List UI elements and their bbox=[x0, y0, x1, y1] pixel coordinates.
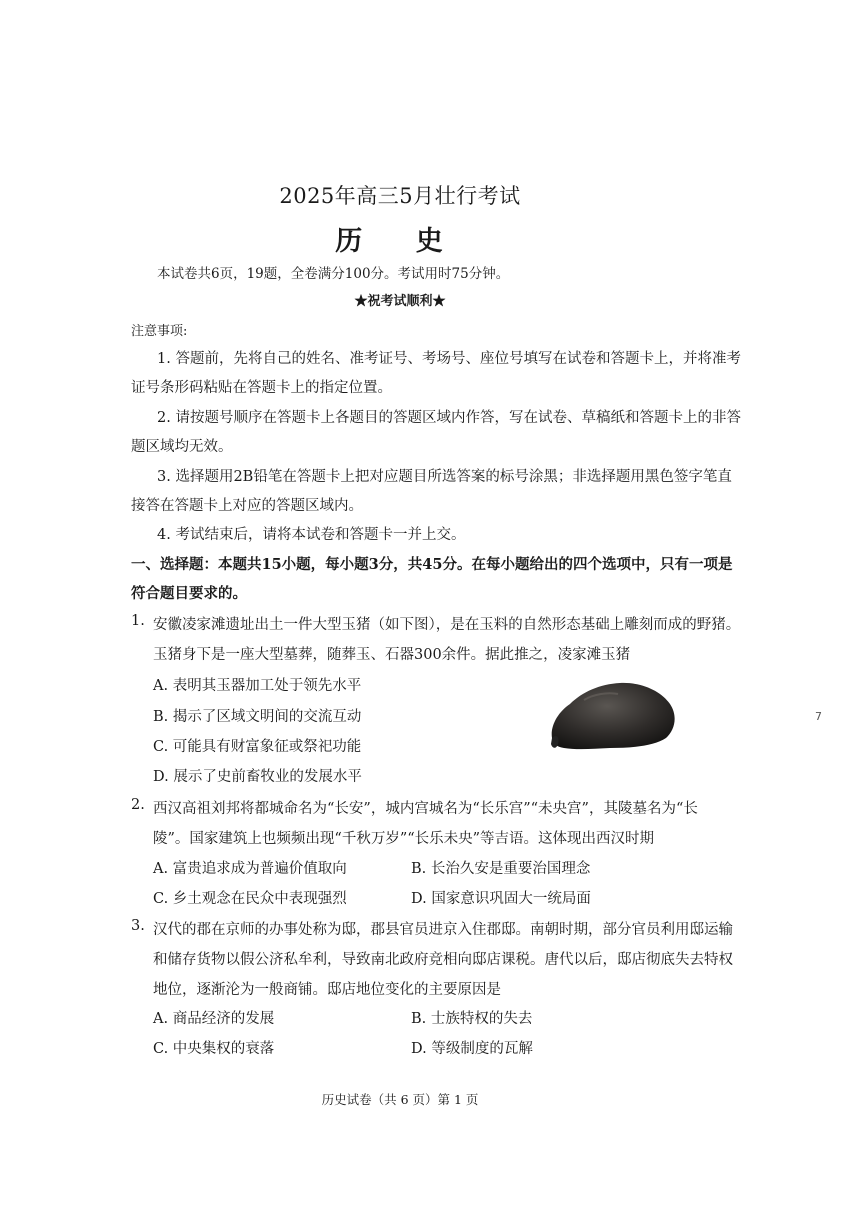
note-line-5: 3. 选择题用2B铅笔在答题卡上把对应题目所选答案的标号涂黑；非选择题用黑色签字笔直 bbox=[157, 469, 732, 485]
q3-stem-1: 汉代的郡在京师的办事处称为邸，郡县官员进京入住郡邸。南朝时期，部分官员利用邸运输 bbox=[153, 922, 733, 938]
note-line-6: 接答在答题卡上对应的答题区域内。 bbox=[131, 498, 363, 514]
note-line-2: 证号条形码粘贴在答题卡上的指定位置。 bbox=[131, 380, 392, 396]
q2-option-d: D. 国家意识巩固大一统局面 bbox=[411, 891, 591, 907]
note-line-4: 题区域均无效。 bbox=[131, 439, 233, 455]
exam-intro: 本试卷共6页，19题，全卷满分100分。考试用时75分钟。 bbox=[157, 266, 510, 282]
exam-title: 2025年高三5月壮行考试 bbox=[279, 184, 521, 208]
q2-stem-2: 陵”。国家建筑上也频频出现“千秋万岁”“长乐未央”等吉语。这体现出西汉时期 bbox=[153, 831, 655, 847]
notes-heading: 注意事项: bbox=[131, 324, 188, 339]
q1-option-a: A. 表明其玉器加工处于领先水平 bbox=[153, 678, 362, 694]
q1-number: 1. bbox=[131, 613, 145, 629]
q1-stem-1: 安徽凌家滩遗址出土一件大型玉猪（如下图），是在玉料的自然形态基础上雕刻而成的野猪。 bbox=[153, 617, 741, 633]
jade-pig-image bbox=[548, 678, 678, 754]
q2-option-b: B. 长治久安是重要治国理念 bbox=[411, 861, 591, 877]
margin-mark: 7 bbox=[815, 710, 822, 723]
q1-option-c: C. 可能具有财富象征或祭祀功能 bbox=[153, 739, 362, 755]
q3-option-b: B. 士族特权的失去 bbox=[411, 1011, 533, 1027]
q3-option-c: C. 中央集权的衰落 bbox=[153, 1041, 275, 1057]
q3-stem-3: 地位，逐渐沦为一般商铺。邸店地位变化的主要原因是 bbox=[153, 982, 501, 998]
q1-option-b: B. 揭示了区域文明间的交流互动 bbox=[153, 709, 362, 725]
good-luck-line: ★祝考试顺利★ bbox=[354, 294, 446, 309]
q2-option-c: C. 乡土观念在民众中表现强烈 bbox=[153, 891, 347, 907]
note-line-7: 4. 考试结束后，请将本试卷和答题卡一并上交。 bbox=[157, 527, 466, 543]
page-footer: 历史试卷（共 6 页）第 1 页 bbox=[321, 1092, 479, 1107]
q1-stem-2: 玉猪身下是一座大型墓葬，随葬玉、石器300余件。据此推之，凌家滩玉猪 bbox=[153, 647, 631, 663]
q3-stem-2: 和储存货物以假公济私牟利，导致南北政府竞相向邸店课税。唐代以后，邸店彻底失去特权 bbox=[153, 952, 733, 968]
q3-option-a: A. 商品经济的发展 bbox=[153, 1011, 275, 1027]
note-line-1: 1. 答题前，先将自己的姓名、准考证号、考场号、座位号填写在试卷和答题卡上，并将准考 bbox=[157, 351, 741, 367]
note-line-3: 2. 请按题号顺序在答题卡上各题目的答题区域内作答，写在试卷、草稿纸和答题卡上的非答 bbox=[157, 410, 741, 426]
q2-number: 2. bbox=[131, 797, 145, 813]
q3-option-d: D. 等级制度的瓦解 bbox=[411, 1041, 533, 1057]
q1-option-d: D. 展示了史前畜牧业的发展水平 bbox=[153, 769, 362, 785]
q3-number: 3. bbox=[131, 918, 145, 934]
section1-heading-cont: 符合题目要求的。 bbox=[131, 585, 247, 602]
q2-stem-1: 西汉高祖刘邦将都城命名为“长安”，城内宫城名为“长乐宫”“未央宫”，其陵墓名为“长 bbox=[153, 801, 698, 817]
subject-title: 历 史 bbox=[335, 226, 465, 257]
q2-option-a: A. 富贵追求成为普遍价值取向 bbox=[153, 861, 347, 877]
section1-heading: 一、选择题：本题共15小题，每小题3分，共45分。在每小题给出的四个选项中，只有一项是 bbox=[131, 556, 733, 573]
